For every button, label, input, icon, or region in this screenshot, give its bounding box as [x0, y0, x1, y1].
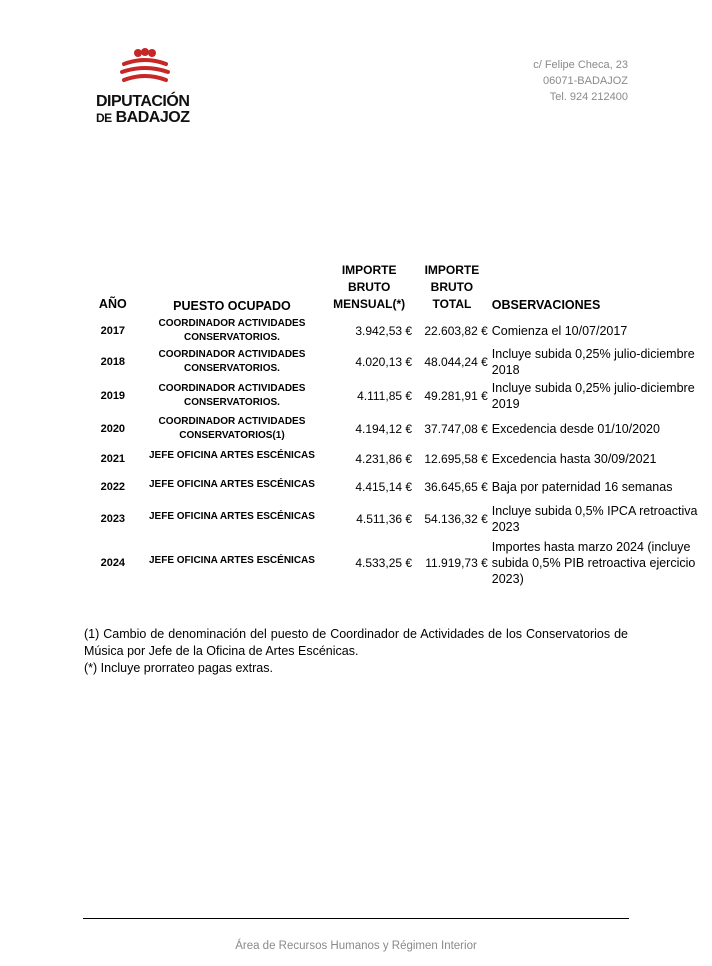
footnote-2: (*) Incluye prorrateo pagas extras. — [84, 661, 273, 675]
address-phone: Tel. 924 212400 — [549, 91, 628, 103]
diputacion-logo — [96, 48, 206, 130]
cell-year: 2024 — [100, 557, 126, 569]
cell-monthly: 4.194,12 € — [355, 422, 413, 436]
cell-notes: Comienza el 10/07/2017 — [491, 324, 628, 338]
cell-monthly: 3.942,53 € — [355, 324, 413, 338]
cell-total: 36.645,65 € — [424, 480, 488, 494]
cell-year: 2023 — [100, 513, 126, 525]
table-row — [88, 345, 712, 379]
logo-line1: DIPUTACIÓN — [96, 93, 190, 110]
cell-total: 37.747,08 € — [424, 422, 488, 436]
table-row — [88, 445, 712, 473]
cell-notes: Importes hasta marzo 2024 (incluye subida 0,5% PIB retroactiva ejercicio 2023) — [491, 540, 696, 586]
header-position: PUESTO OCUPADO — [173, 299, 291, 313]
table-row — [88, 473, 712, 501]
cell-monthly: 4.231,86 € — [355, 452, 413, 466]
cell-year: 2020 — [100, 423, 126, 435]
table-row — [88, 501, 712, 537]
footer-text: Área de Recursos Humanos y Régimen Interior — [235, 940, 477, 952]
cell-position — [138, 413, 327, 445]
header-notes: OBSERVACIONES — [491, 298, 601, 312]
table-row — [88, 537, 712, 589]
footnote-1: (1) Cambio de denominación del puesto de Coordinador de Actividades de los Conservatorios de Música por Jefe de la Oficina de Artes Escénicas. — [84, 627, 628, 658]
logo-wordmark — [96, 94, 189, 126]
header-total-line: TOTAL — [432, 297, 472, 311]
cell-total: 49.281,91 € — [424, 389, 488, 403]
header-year: AÑO — [98, 297, 127, 311]
cell-position — [138, 445, 327, 473]
cell-position — [138, 345, 327, 379]
footer-divider — [83, 918, 629, 919]
cell-notes: Incluye subida 0,5% IPCA retroactiva 2023 — [491, 504, 698, 534]
cell-monthly: 4.511,36 € — [356, 512, 413, 526]
logo-prefix: DE — [96, 111, 112, 125]
cell-position-line: CONSERVATORIOS. — [183, 332, 280, 343]
cell-notes: Baja por paternidad 16 semanas — [491, 480, 673, 494]
cell-notes: Incluye subida 0,25% julio-diciembre 2018 — [491, 347, 695, 377]
cell-notes: Excedencia desde 01/10/2020 — [491, 422, 660, 436]
cell-monthly: 4.415,14 € — [355, 480, 413, 494]
cell-total: 11.919,73 € — [425, 556, 488, 570]
cell-total: 12.695,58 € — [424, 452, 488, 466]
footnotes — [84, 626, 628, 677]
header-monthly — [326, 262, 416, 317]
cell-total: 54.136,32 € — [424, 512, 488, 526]
cell-position — [138, 379, 327, 413]
cell-position-line: JEFE OFICINA ARTES ESCÉNICAS — [148, 450, 315, 461]
cell-position — [138, 473, 327, 501]
cell-position-line: CONSERVATORIOS. — [183, 363, 280, 374]
cell-notes: Incluye subida 0,25% julio-diciembre 2019 — [491, 381, 695, 411]
cell-year: 2021 — [100, 453, 126, 465]
header-total-line: IMPORTE — [424, 263, 480, 277]
cell-year: 2019 — [100, 390, 126, 402]
header-total — [416, 262, 488, 317]
table-row — [88, 413, 712, 445]
header-monthly-line: MENSUAL(*) — [333, 297, 406, 311]
cell-position-line: COORDINADOR ACTIVIDADES — [158, 416, 306, 427]
cell-position-line: COORDINADOR ACTIVIDADES — [158, 318, 306, 329]
cell-monthly: 4.111,85 € — [357, 389, 413, 403]
cell-position-line: COORDINADOR ACTIVIDADES — [158, 349, 306, 360]
cell-year: 2022 — [100, 481, 126, 493]
cell-position — [138, 501, 327, 537]
address-city: 06071-BADAJOZ — [543, 75, 628, 87]
cell-year: 2018 — [100, 356, 126, 368]
table-row — [88, 317, 712, 345]
cell-monthly: 4.533,25 € — [355, 556, 413, 570]
cell-position-line: CONSERVATORIOS. — [183, 397, 280, 408]
salary-table — [88, 262, 712, 589]
table-row — [88, 379, 712, 413]
logo-line2: BADAJOZ — [115, 109, 190, 126]
address-block — [533, 57, 628, 105]
cell-notes: Excedencia hasta 30/09/2021 — [491, 452, 657, 466]
cell-position-line: JEFE OFICINA ARTES ESCÉNICAS — [148, 511, 315, 522]
table-header-row — [88, 262, 712, 317]
cell-position-line: JEFE OFICINA ARTES ESCÉNICAS — [148, 479, 315, 490]
cell-total: 22.603,82 € — [424, 324, 488, 338]
cell-position-line: COORDINADOR ACTIVIDADES — [158, 383, 306, 394]
cell-position-line: JEFE OFICINA ARTES ESCÉNICAS — [148, 555, 315, 566]
address-street: c/ Felipe Checa, 23 — [533, 59, 628, 71]
header-total-line: BRUTO — [430, 280, 474, 294]
header-monthly-line: IMPORTE — [341, 263, 397, 277]
cell-position — [138, 317, 327, 345]
header-monthly-line: BRUTO — [347, 280, 391, 294]
cell-year: 2017 — [100, 325, 126, 337]
cell-monthly: 4.020,13 € — [355, 355, 413, 369]
logo-mark-icon — [118, 48, 172, 90]
cell-total: 48.044,24 € — [424, 355, 488, 369]
cell-position-line: CONSERVATORIOS(1) — [179, 430, 285, 441]
cell-position — [138, 537, 327, 589]
